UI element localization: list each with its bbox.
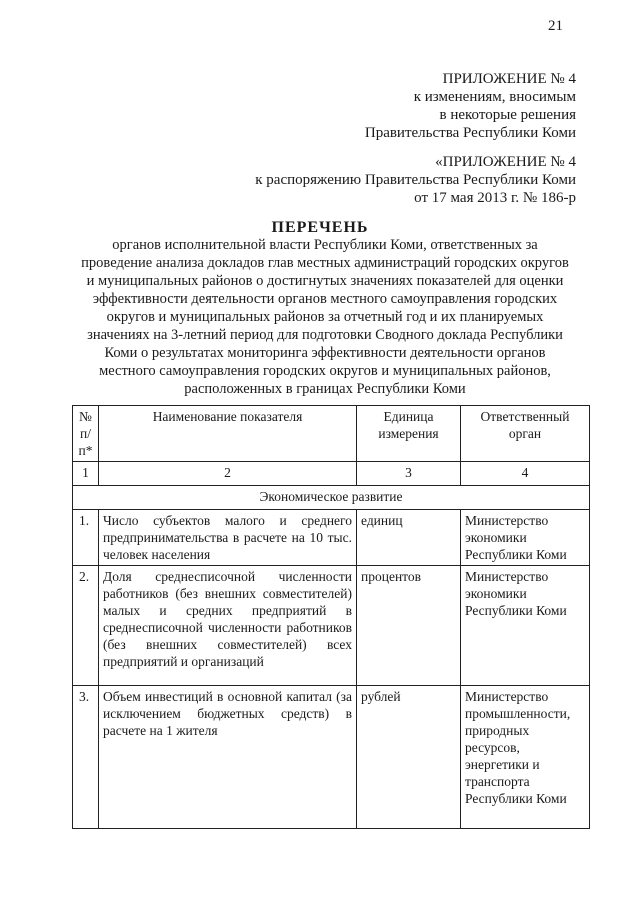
row-unit: единиц [357,510,461,566]
table-row [73,686,590,829]
row-unit: рублей [357,686,461,829]
document-title: ПЕРЕЧЕНЬ [271,219,369,236]
appendix-line: к распоряжению Правительства Республики Коми [255,172,576,188]
table-row [73,566,590,686]
row-indicator: Доля среднесписочной численности работников (без внешних совместителей) малых и средних предприятий в среднесписочной численности работников (без внешних совместителей) всех предприятий и организаций [99,566,357,686]
header-unit: Единица измерения [357,406,461,462]
column-number: 1 [73,462,99,486]
row-org: Министерство промышленности, природных ресурсов, энергетики и транспорта Республики Коми [461,686,590,829]
row-indicator: Число субъектов малого и среднего предпринимательства в расчете на 10 тыс. человек населения [99,510,357,566]
row-num: 1. [73,510,99,566]
section-title: Экономическое развитие [73,486,590,510]
header-org: Ответственный орган [461,406,590,462]
row-org: Министерство экономики Республики Коми [461,510,590,566]
row-num: 3. [73,686,99,829]
appendix-header-original [255,153,576,207]
column-number: 3 [357,462,461,486]
row-indicator: Объем инвестиций в основной капитал (за исключением бюджетных средств) в расчете на 1 жителя [99,686,357,829]
document-subtitle: органов исполнительной власти Республики Коми, ответственных за проведение анализа докладов глав местных администраций городских округов и муниципальных районов о достигнутых значениях показателей для оценки эффективности деятельности органов местного самоуправления городских округов и муниципальных районов за отчетный год и их планируемых значениях на 3-летний период для подготовки Сводного доклада Республики Коми о результатах мониторинга эффективности деятельности органов местного самоуправления городских округов и муниципальных районов, расположенных в границах Республики Коми [81,237,569,397]
column-number: 2 [99,462,357,486]
appendix-title: ПРИЛОЖЕНИЕ № 4 [442,71,576,87]
appendix-line: от 17 мая 2013 г. № 186-р [414,190,576,206]
row-num: 2. [73,566,99,686]
appendix-line: Правительства Республики Коми [364,125,576,141]
page-number: 21 [548,18,563,34]
table-row [73,510,590,566]
appendix-header-changes [365,70,576,142]
header-num: № п/п* [73,406,99,462]
appendix-line: в некоторые решения [439,107,576,123]
appendix-title: «ПРИЛОЖЕНИЕ № 4 [435,154,576,170]
row-unit: процентов [357,566,461,686]
header-name: Наименование показателя [99,406,357,462]
appendix-line: к изменениям, вносимым [413,89,576,105]
section-row [73,486,590,510]
table-header-row [73,406,590,462]
column-number: 4 [461,462,590,486]
row-org: Министерство экономики Республики Коми [461,566,590,686]
column-number-row [73,462,590,486]
indicators-table [72,405,590,829]
